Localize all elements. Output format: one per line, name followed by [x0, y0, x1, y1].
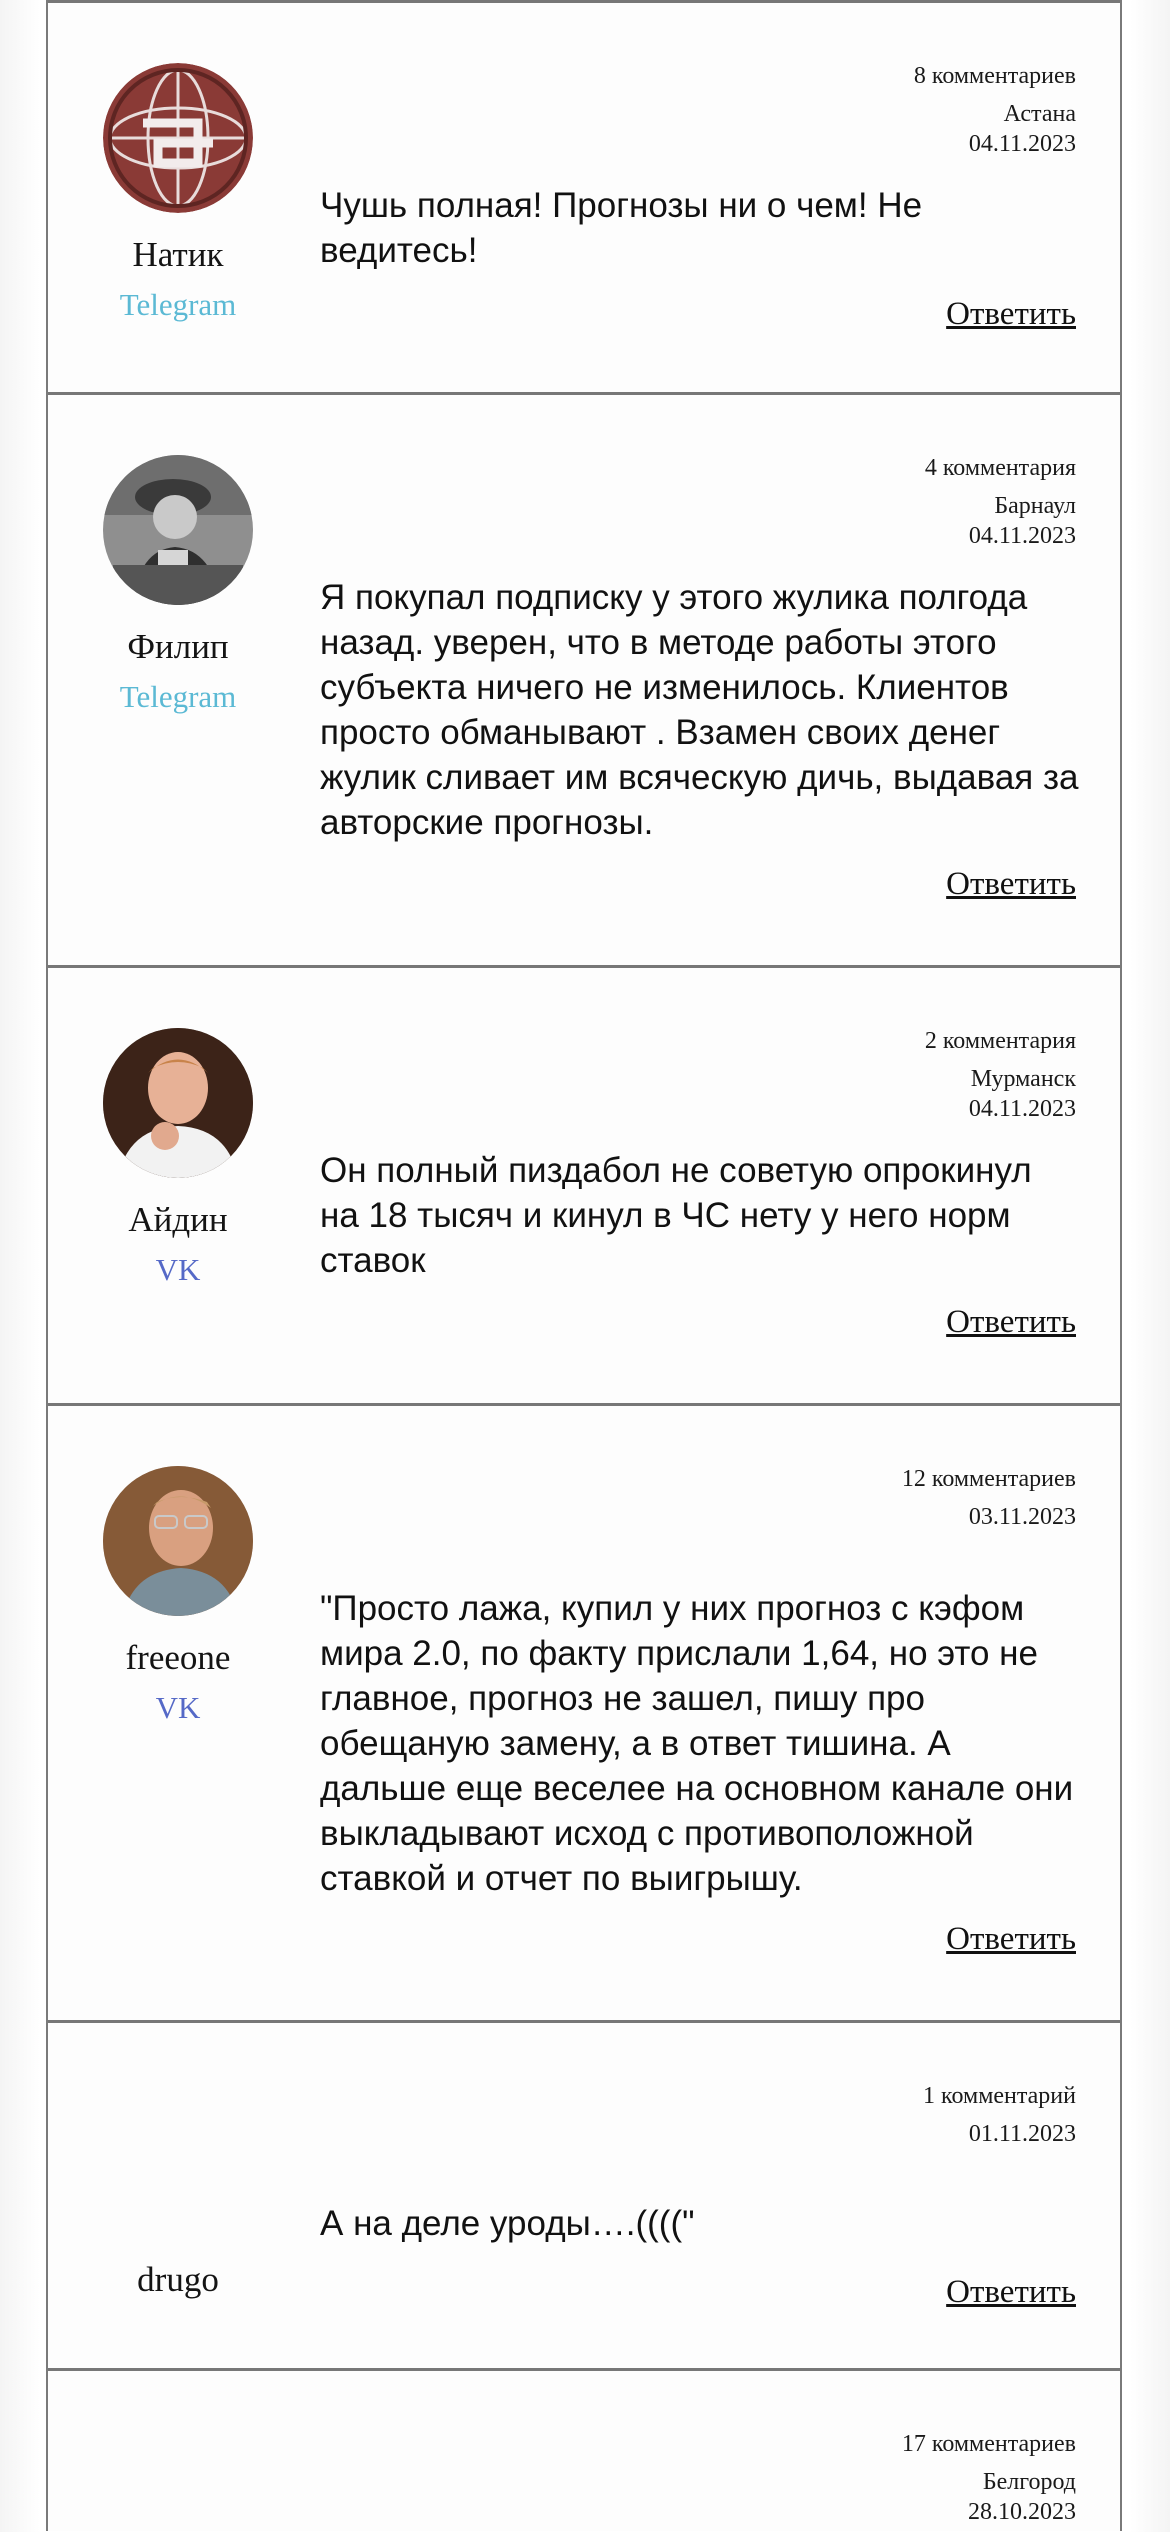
comment-text: "Просто лажа, купил у них прогноз с кэфом мира 2.0, по факту прислали 1,64, но это не главное, прогноз не зашел, пишу про обещаную замену, а в ответ тишина. А дальше еще веселее на основном канале они выкладывают исход с противоположной ставкой и отчет по выигрышу.	[320, 1589, 1074, 1898]
author-name: Натик	[132, 235, 224, 274]
comment-card	[48, 2023, 1120, 2371]
comment-author-block	[88, 63, 268, 323]
comment-text: Он полный пиздабол не советую опрокинул на 18 тысяч и кинул в ЧС нету у него норм ставок	[320, 1151, 1032, 1280]
globe-logo-icon	[103, 63, 253, 213]
avatar[interactable]	[103, 455, 253, 605]
avatar[interactable]	[103, 1466, 253, 1616]
comments-feed	[46, 0, 1122, 2531]
comment-card	[48, 2371, 1120, 2531]
avatar[interactable]	[103, 1028, 253, 1178]
author-name: Айдин	[128, 1200, 228, 1239]
comment-text: А на деле уроды….(((("	[320, 2204, 695, 2243]
avatar[interactable]	[103, 63, 253, 213]
reply-button[interactable]: Ответить	[946, 866, 1076, 902]
author-source-link[interactable]: VK	[155, 1252, 201, 1287]
comment-date: 28.10.2023	[968, 2499, 1076, 2525]
author-city: Белгород	[982, 2469, 1076, 2495]
comment-date: 04.11.2023	[968, 1096, 1076, 1122]
author-name: Филип	[127, 627, 229, 666]
comment-meta	[925, 453, 1076, 551]
reply-button[interactable]: Ответить	[946, 2274, 1076, 2310]
author-source-link[interactable]: Telegram	[119, 287, 237, 322]
author-name: freeone	[125, 1638, 231, 1677]
author-comment-count[interactable]: 2 комментария	[924, 1028, 1076, 1054]
author-source-link[interactable]: VK	[155, 1690, 201, 1725]
comment-card	[48, 1406, 1120, 2023]
comment-meta	[902, 2429, 1076, 2527]
author-city: Барнаул	[994, 493, 1076, 519]
comment-date: 04.11.2023	[968, 523, 1076, 549]
comment-meta	[914, 61, 1076, 159]
comment-text: Чушь полная! Прогнозы ни о чем! Не ведитесь!	[320, 186, 923, 270]
comment-card	[48, 968, 1120, 1406]
author-comment-count[interactable]: 1 комментарий	[923, 2083, 1076, 2109]
comment-date: 03.11.2023	[968, 1504, 1076, 1530]
comment-date: 01.11.2023	[968, 2121, 1076, 2147]
comment-date: 04.11.2023	[968, 131, 1076, 157]
author-comment-count[interactable]: 8 комментариев	[913, 63, 1076, 89]
author-comment-count[interactable]: 12 комментариев	[901, 1466, 1076, 1492]
comment-author-block	[88, 1028, 268, 1288]
user-photo-icon	[103, 455, 253, 605]
reply-button[interactable]: Ответить	[946, 1921, 1076, 1957]
comment-card	[48, 0, 1120, 395]
reply-button[interactable]: Ответить	[946, 296, 1076, 332]
comment-card	[48, 395, 1120, 968]
author-city: Мурманск	[970, 1066, 1076, 1092]
comment-author-block	[88, 2260, 268, 2300]
user-photo-icon	[103, 1466, 253, 1616]
reply-button[interactable]: Ответить	[946, 1304, 1076, 1340]
author-comment-count[interactable]: 4 комментария	[924, 455, 1076, 481]
comment-meta	[902, 1464, 1076, 1532]
comment-author-block	[88, 455, 268, 715]
comment-meta	[923, 2081, 1076, 2149]
author-name: drugo	[137, 2260, 219, 2299]
comment-author-block	[88, 1466, 268, 1726]
comment-meta	[925, 1026, 1076, 1124]
author-comment-count[interactable]: 17 комментариев	[901, 2431, 1076, 2457]
author-source-link[interactable]: Telegram	[119, 679, 237, 714]
author-city: Астана	[1003, 101, 1076, 127]
comment-text: Я покупал подписку у этого жулика полгода назад. уверен, что в методе работы этого субъекта ничего не изменилось. Клиентов просто обманывают . Взамен своих денег жулик сливает им всяческую дичь, выдавая за авторские прогнозы.	[320, 578, 1079, 842]
user-photo-icon	[103, 1028, 253, 1178]
